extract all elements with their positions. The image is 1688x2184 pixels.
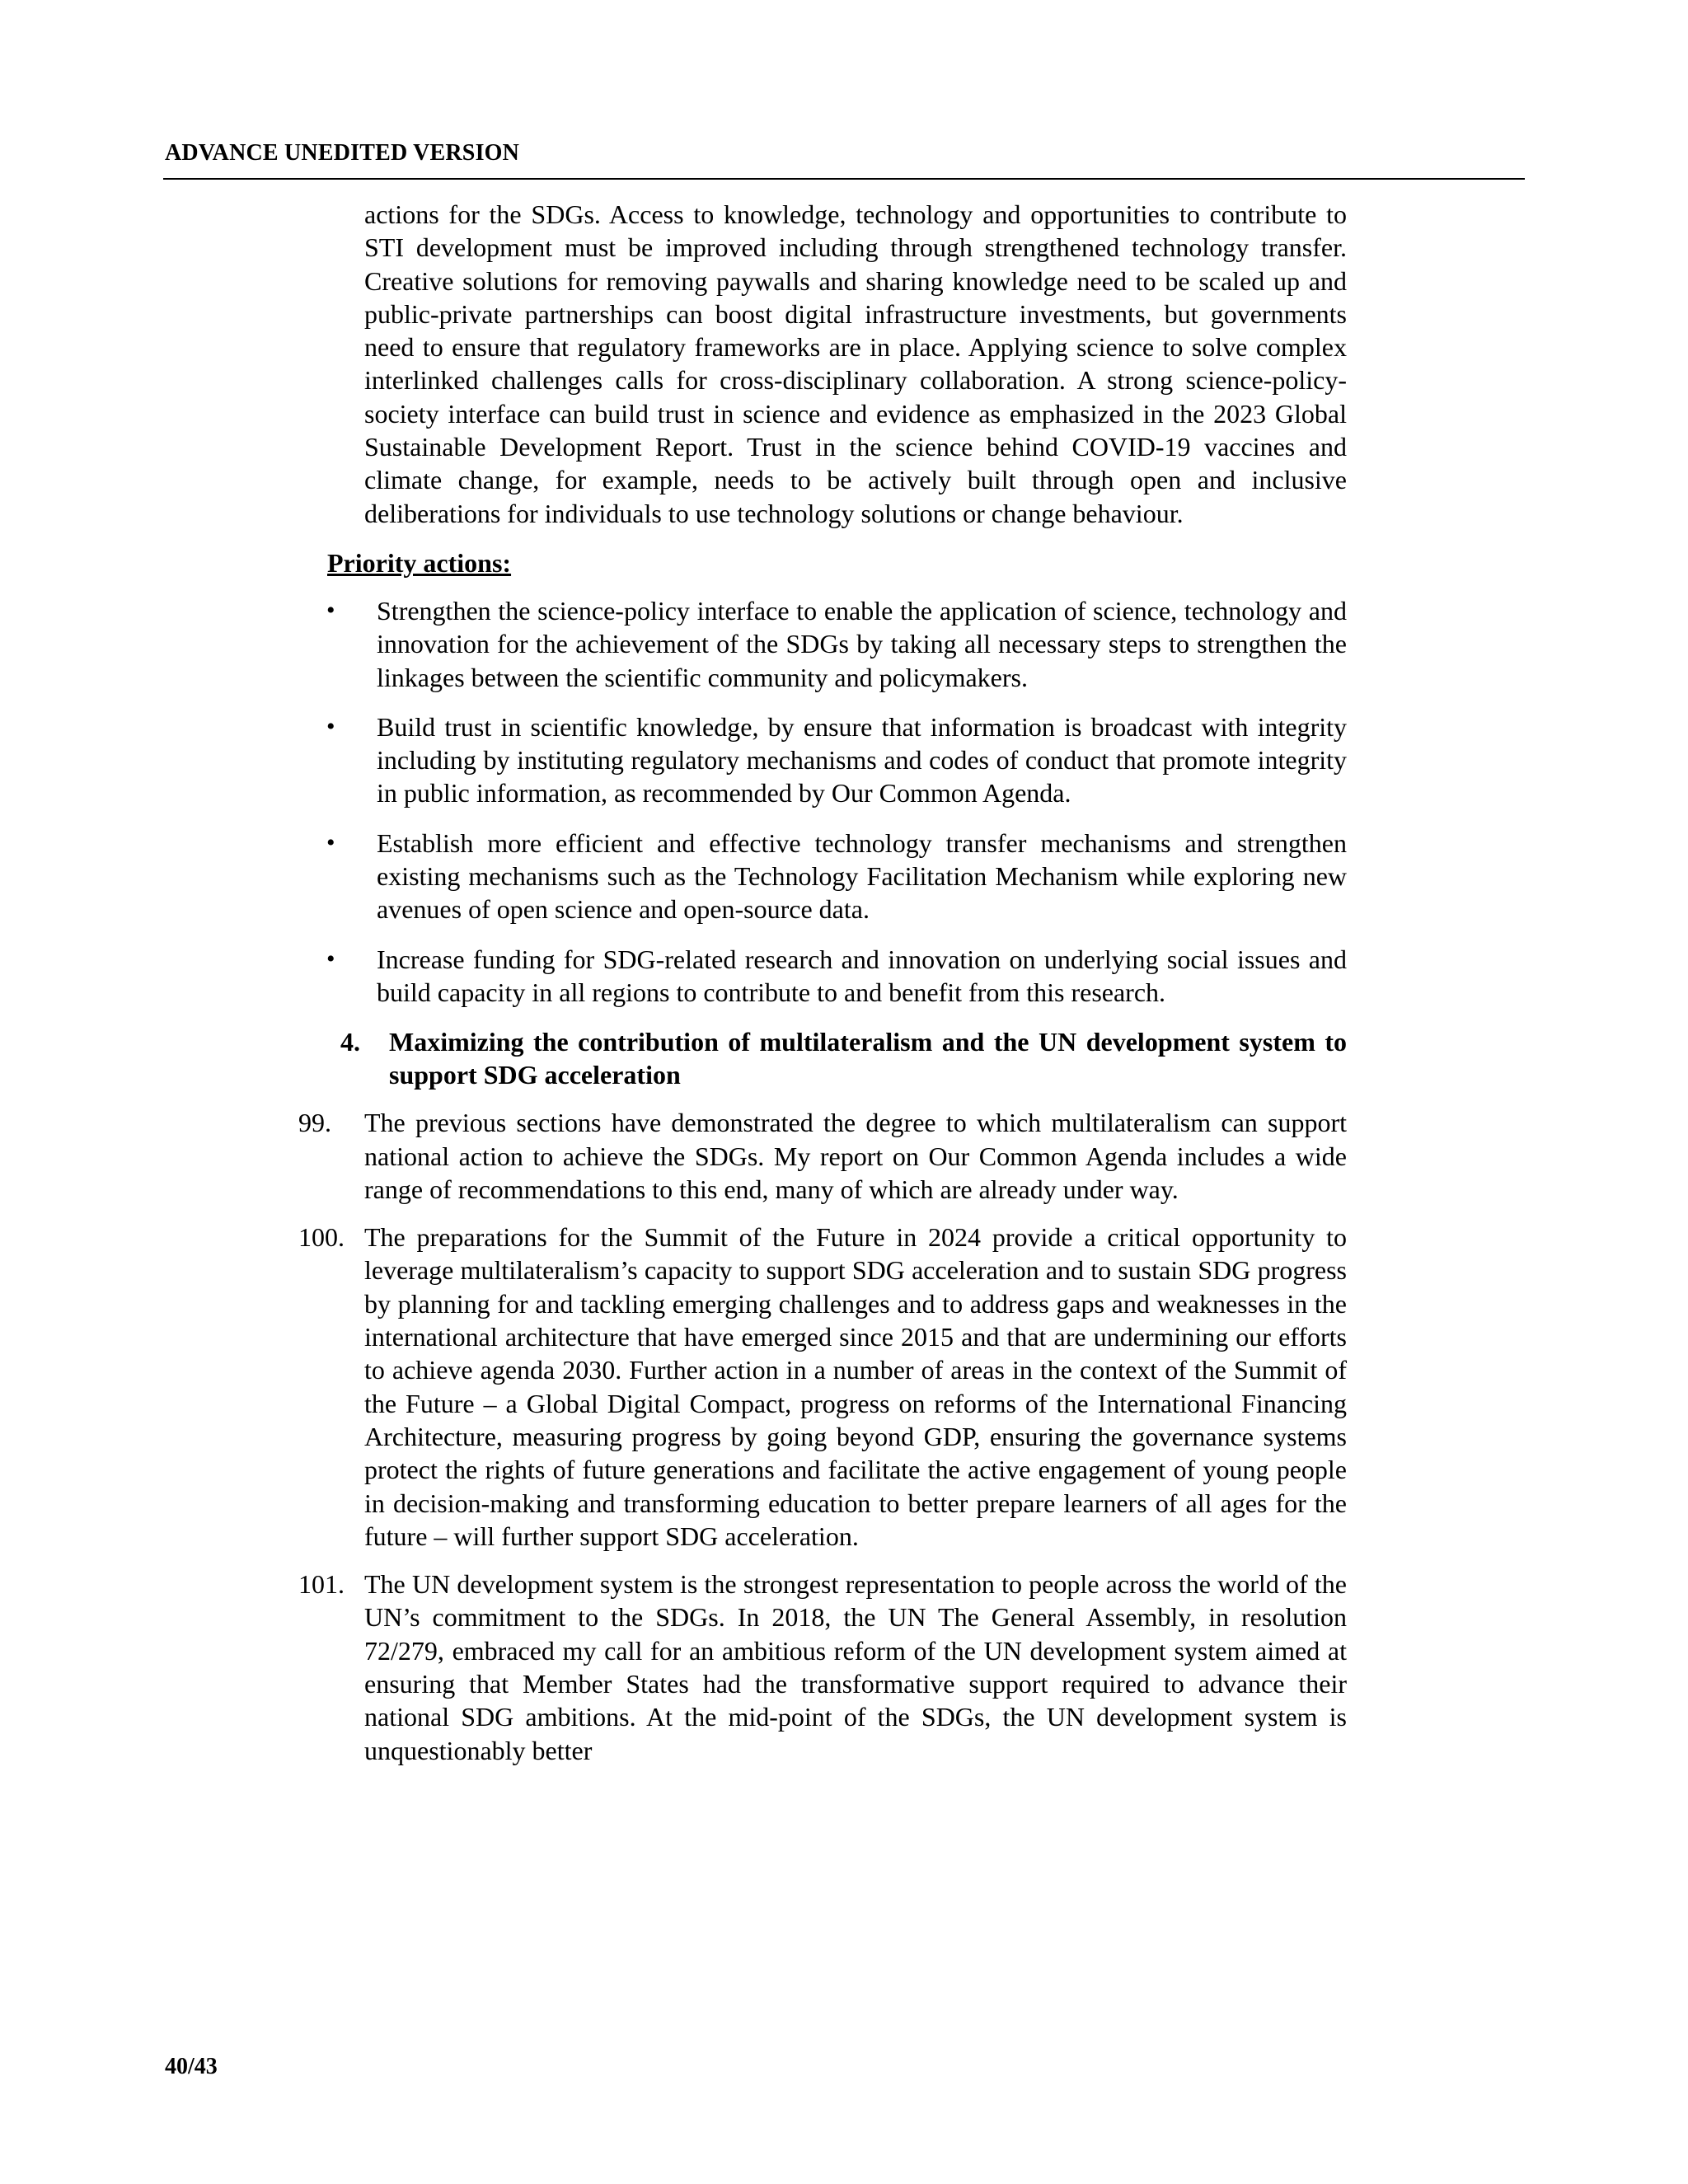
bullet-icon: • <box>326 828 335 856</box>
section-heading <box>340 1025 1347 1091</box>
bullet-icon: • <box>326 944 335 972</box>
header-divider <box>163 178 1525 180</box>
section-number: 4. <box>340 1027 360 1057</box>
list-item-text: Build trust in scientific knowledge, by ensure that information is broadcast with integrity including by instituting regulatory mechanisms and codes of conduct that promote integrity in public information, as recommended by Our Common Agenda. <box>377 711 1347 808</box>
numbered-paragraph <box>298 1106 1347 1206</box>
list-item <box>326 827 1347 926</box>
bullet-icon: • <box>326 712 335 740</box>
paragraph-text: The preparations for the Summit of the Future in 2024 provide a critical opportunity to leverage multilateralism’s capacity to support SDG acceleration and to sustain SDG progress by planning for and tackling emerging challenges and to address gaps and weaknesses in the international architecture that have emerged since 2015 and that are undermining our efforts to achieve agenda 2030. Further action in a number of areas in the context of the Summit of the Future – a Global Digital Compact, progress on reforms of the International Financing Architecture, measuring progress by going beyond GDP, ensuring the governance systems protect the rights of future generations and facilitate the active engagement of young people in decision-making and transforming education to better prepare learners of all ages for the future – will further support SDG acceleration. <box>364 1222 1347 1551</box>
priority-actions-list <box>0 594 1688 1009</box>
continuation-paragraph: actions for the SDGs. Access to knowledge, technology and opportunities to contribute to STI development must be improved including through strengthened technology transfer. Creative solutions for removing paywalls and sharing knowledge need to be scaled up and public-private partnerships can boost digital infrastructure investments, but governments need to ensure that regulatory frameworks are in place. Applying science to solve complex interlinked challenges calls for cross-disciplinary collaboration. A strong science-policy-society interface can build trust in science and evidence as emphasized in the 2023 Global Sustainable Development Report. Trust in the science behind COVID-19 vaccines and climate change, for example, needs to be actively built through open and inclusive deliberations for individuals to use technology solutions or change behaviour. <box>364 199 1347 528</box>
numbered-paragraph <box>298 1568 1347 1767</box>
priority-actions-heading: Priority actions: <box>327 547 512 578</box>
section-title: Maximizing the contribution of multilateralism and the UN development system to support SDG acceleration <box>389 1027 1347 1090</box>
page-body <box>0 198 1688 1767</box>
list-item <box>326 594 1347 694</box>
list-item-text: Establish more efficient and effective technology transfer mechanisms and strengthen existing mechanisms such as the Technology Facilitation Mechanism while exploring new avenues of open science and open-source data. <box>377 827 1347 925</box>
paragraph-number: 101. <box>298 1569 345 1600</box>
list-item <box>326 943 1347 1010</box>
list-item-text: Strengthen the science-policy interface to enable the application of science, technology and innovation for the achievement of the SDGs by taking all necessary steps to strengthen the linkages between the scientific community and policymakers. <box>377 595 1347 692</box>
list-item-text: Increase funding for SDG-related research and innovation on underlying social issues and build capacity in all regions to contribute to and benefit from this research. <box>377 944 1347 1007</box>
paragraph-number: 99. <box>298 1108 331 1138</box>
document-header: ADVANCE UNEDITED VERSION <box>165 140 520 166</box>
bullet-icon: • <box>326 596 335 624</box>
page-number: 40/43 <box>165 2054 218 2079</box>
paragraph-text: The previous sections have demonstrated the degree to which multilateralism can support national action to achieve the SDGs. My report on Our Common Agenda includes a wide range of recommendations to this end, many of which are already under way. <box>364 1108 1347 1204</box>
paragraph-number: 100. <box>298 1222 345 1253</box>
numbered-paragraph <box>298 1221 1347 1553</box>
paragraph-text: The UN development system is the strongest representation to people across the world of the UN’s commitment to the SDGs. In 2018, the UN The General Assembly, in resolution 72/279, embraced my call for an ambitious reform of the UN development system aimed at ensuring that Member States had the transformative support required to advance their national SDG ambitions. At the mid-point of the SDGs, the UN development system is unquestionably better <box>364 1569 1347 1765</box>
list-item <box>326 710 1347 810</box>
